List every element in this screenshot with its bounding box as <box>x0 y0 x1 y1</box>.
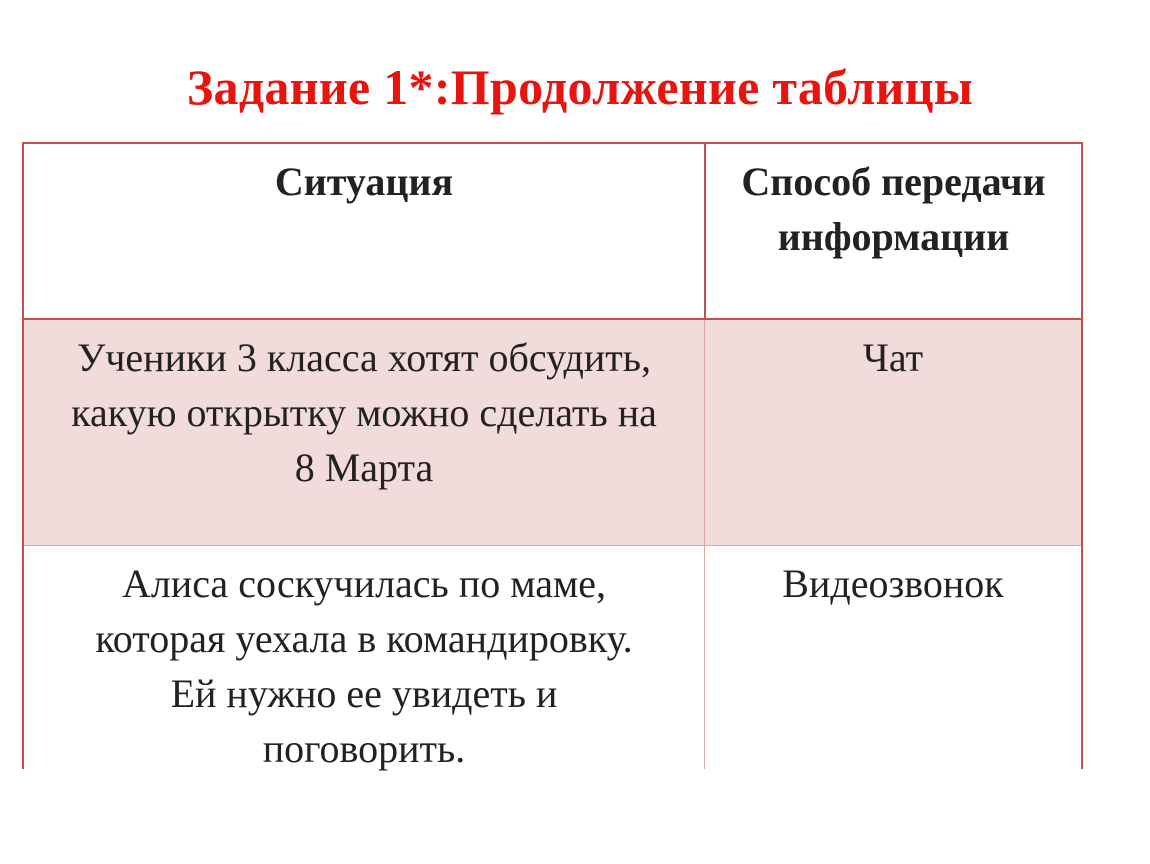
method-cell <box>704 546 1081 769</box>
header-method-label-line2: информации <box>777 214 1010 259</box>
slide-title: Задание 1*:Продолжение таблицы <box>186 59 974 115</box>
table-row <box>24 320 1081 546</box>
header-method <box>704 144 1081 318</box>
situation-line: которая уехала в командировку. <box>95 616 633 661</box>
situation-cell <box>24 320 704 545</box>
situation-line: Ученики 3 класса хотят обсудить, <box>76 335 652 380</box>
situation-line: какую открытку можно сделать на <box>71 390 657 435</box>
method-value: Видеозвонок <box>782 561 1004 606</box>
situation-line: Алиса соскучилась по маме, <box>121 561 607 606</box>
method-value: Чат <box>862 335 924 380</box>
situation-line: Ей нужно ее увидеть и <box>170 671 558 716</box>
method-cell <box>704 320 1081 545</box>
header-situation-label: Ситуация <box>274 159 454 204</box>
task-table <box>22 142 1083 769</box>
table-header-row <box>24 144 1081 320</box>
header-method-label-line1: Способ передачи <box>741 159 1046 204</box>
table-row <box>24 546 1081 769</box>
header-situation <box>24 144 704 318</box>
situation-cell <box>24 546 704 769</box>
situation-line: 8 Марта <box>294 445 434 490</box>
situation-line: поговорить. <box>262 726 466 771</box>
